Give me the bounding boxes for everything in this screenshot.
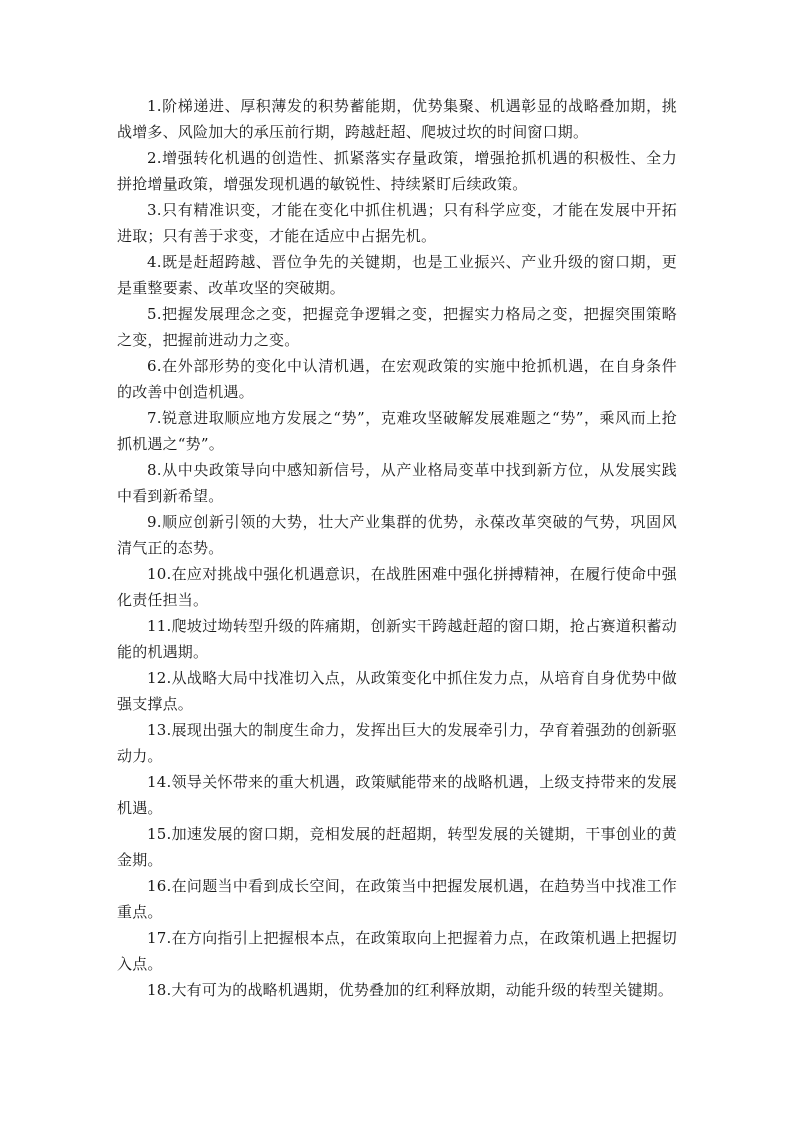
paragraph-9: 9.顺应创新引领的大势，壮大产业集群的优势，永葆改革突破的气势，巩固风清气正的态势。 — [117, 513, 677, 557]
paragraph-4: 4.既是赶超跨越、晋位争先的关键期，也是工业振兴、产业升级的窗口期，更是重整要素、改革攻坚的突破期。 — [117, 253, 677, 297]
paragraph-6: 6.在外部形势的变化中认清机遇，在宏观政策的实施中抢抓机遇，在自身条件的改善中创造机遇。 — [117, 357, 677, 401]
paragraph-7: 7.锐意进取顺应地方发展之“势”，克难攻坚破解发展难题之“势”，乘风而上抢抓机遇之“势”。 — [117, 409, 677, 453]
paragraph-16: 16.在问题当中看到成长空间，在政策当中把握发展机遇，在趋势当中找准工作重点。 — [117, 877, 677, 921]
paragraph-13: 13.展现出强大的制度生命力，发挥出巨大的发展牵引力，孕育着强劲的创新驱动力。 — [117, 721, 677, 765]
paragraph-17: 17.在方向指引上把握根本点，在政策取向上把握着力点，在政策机遇上把握切入点。 — [117, 929, 677, 973]
paragraph-3: 3.只有精准识变，才能在变化中抓住机遇；只有科学应变，才能在发展中开拓进取；只有善于求变，才能在适应中占据先机。 — [117, 201, 677, 245]
paragraph-11: 11.爬坡过坳转型升级的阵痛期，创新实干跨越赶超的窗口期，抢占赛道积蓄动能的机遇期。 — [117, 617, 677, 661]
paragraph-14: 14.领导关怀带来的重大机遇，政策赋能带来的战略机遇，上级支持带来的发展机遇。 — [117, 773, 677, 817]
paragraph-8: 8.从中央政策导向中感知新信号，从产业格局变革中找到新方位，从发展实践中看到新希望。 — [117, 461, 677, 505]
paragraph-1: 1.阶梯递进、厚积薄发的积势蓄能期，优势集聚、机遇彰显的战略叠加期，挑战增多、风险加大的承压前行期，跨越赶超、爬坡过坎的时间窗口期。 — [117, 97, 677, 141]
paragraph-10: 10.在应对挑战中强化机遇意识，在战胜困难中强化拼搏精神，在履行使命中强化责任担当。 — [117, 565, 677, 609]
paragraph-5: 5.把握发展理念之变，把握竞争逻辑之变，把握实力格局之变，把握突围策略之变，把握前进动力之变。 — [117, 305, 677, 349]
document-body — [117, 93, 677, 1029]
paragraph-18: 18.大有可为的战略机遇期，优势叠加的红利释放期，动能升级的转型关键期。 — [147, 981, 674, 999]
paragraph-12: 12.从战略大局中找准切入点，从政策变化中抓住发力点，从培育自身优势中做强支撑点。 — [117, 669, 677, 713]
paragraph-15: 15.加速发展的窗口期，竞相发展的赶超期，转型发展的关键期，干事创业的黄金期。 — [117, 825, 677, 869]
paragraph-2: 2.增强转化机遇的创造性、抓紧落实存量政策，增强抢抓机遇的积极性、全力拼抢增量政策，增强发现机遇的敏锐性、持续紧盯后续政策。 — [117, 149, 677, 193]
